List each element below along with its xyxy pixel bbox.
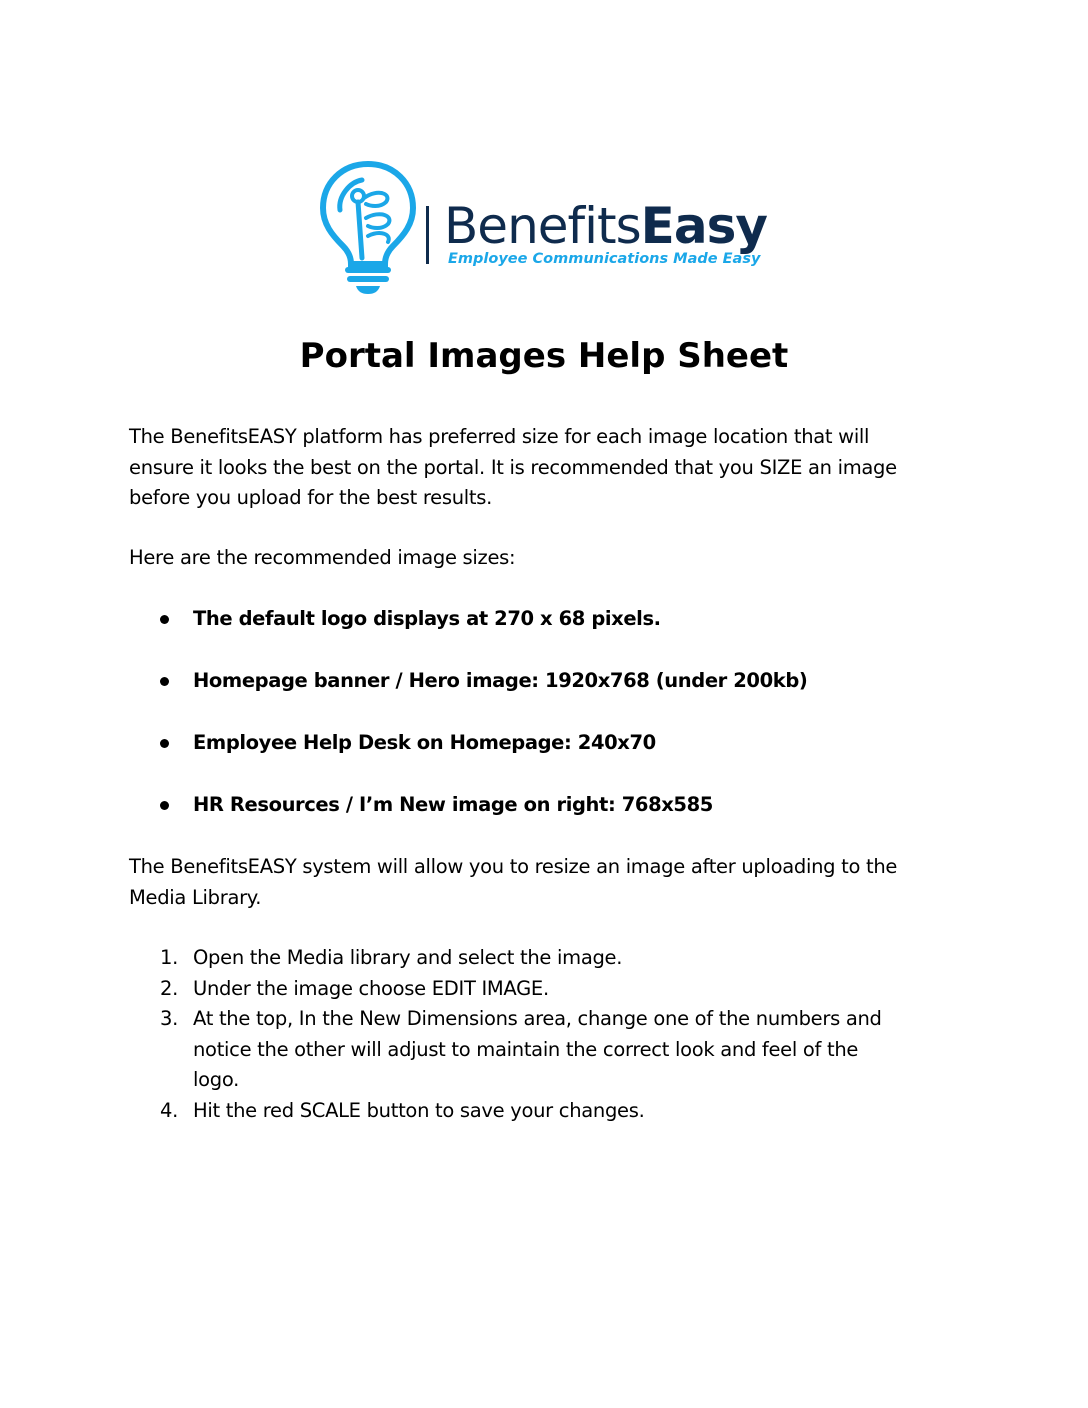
- step-number: 4.: [160, 1098, 179, 1122]
- bullet-icon: [160, 615, 169, 624]
- list-item: [129, 1096, 969, 1127]
- size-text: The default logo displays at 270 x 68 pixels.: [193, 607, 661, 630]
- list-item: [129, 790, 969, 852]
- lightbulb-icon: [318, 158, 418, 298]
- list-item: [129, 1004, 969, 1096]
- list-item: [129, 666, 969, 728]
- resize-note-line: Media Library.: [129, 885, 262, 909]
- size-text: Homepage banner / Hero image: 1920x768 (under 200kb): [193, 669, 808, 692]
- sizes-heading: Here are the recommended image sizes:: [129, 546, 516, 569]
- intro-line: ensure it looks the best on the portal. It is recommended that you SIZE an image: [129, 455, 897, 479]
- intro-line: The BenefitsEASY platform has preferred size for each image location that will: [129, 425, 870, 448]
- step-number: 2.: [160, 976, 179, 1000]
- list-item: [129, 604, 969, 666]
- brand-tagline: Employee Communications Made Easy: [448, 251, 761, 267]
- step-text: At the top, In the New Dimensions area, change one of the numbers and: [193, 1007, 882, 1030]
- brand-name-bold: Easy: [640, 197, 767, 255]
- bullet-icon: [160, 801, 169, 810]
- intro-line: before you upload for the best results.: [129, 486, 493, 509]
- bullet-icon: [160, 739, 169, 748]
- step-text: notice the other will adjust to maintain the correct look and feel of the: [193, 1037, 859, 1061]
- page-title: Portal Images Help Sheet: [299, 336, 789, 376]
- step-text: Open the Media library and select the image.: [193, 946, 623, 969]
- logo-divider: [426, 206, 429, 264]
- intro-paragraph: [129, 422, 969, 514]
- brand-name-light: Benefits: [444, 197, 641, 255]
- image-sizes-list: [129, 604, 969, 852]
- size-text: HR Resources / I’m New image on right: 768x585: [193, 793, 713, 816]
- step-text: logo.: [193, 1068, 240, 1091]
- resize-note: [129, 852, 969, 913]
- step-number: 3.: [160, 1007, 179, 1030]
- resize-note-line: The BenefitsEASY system will allow you to resize an image after uploading to the: [129, 855, 898, 878]
- bullet-icon: [160, 677, 169, 686]
- brand-name: [444, 198, 767, 254]
- list-item: [129, 728, 969, 790]
- benefitseasy-logo: [318, 158, 788, 298]
- step-number: 1.: [160, 946, 179, 969]
- step-text: Hit the red SCALE button to save your changes.: [193, 1098, 645, 1122]
- resize-steps-list: [129, 943, 969, 1126]
- step-text: Under the image choose EDIT IMAGE.: [193, 976, 549, 1000]
- list-item: [129, 943, 969, 974]
- size-text: Employee Help Desk on Homepage: 240x70: [193, 731, 656, 754]
- list-item: [129, 974, 969, 1005]
